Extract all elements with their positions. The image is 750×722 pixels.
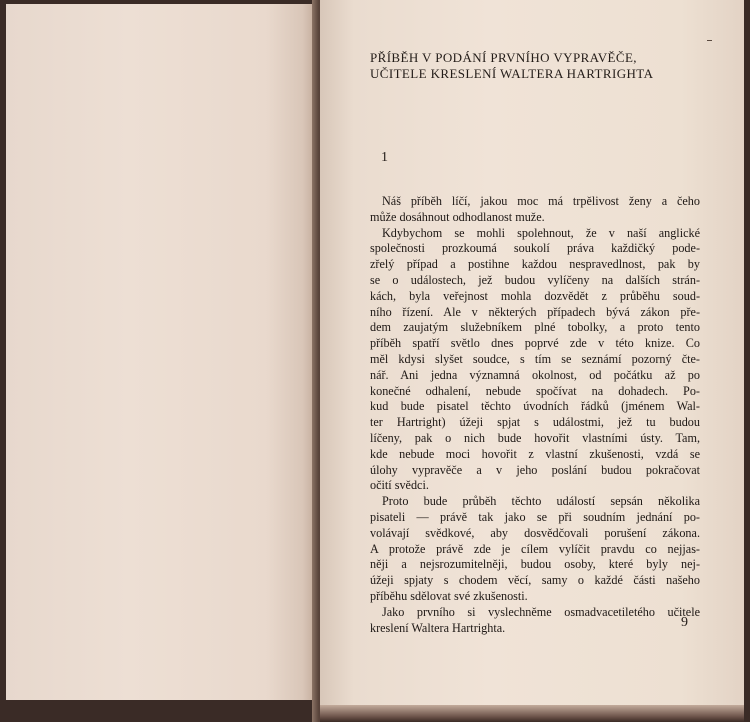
page-number: 9: [681, 615, 688, 630]
text-line: líčeny, pak o nich bude hovořit vlastními ústy. Tam,: [370, 430, 700, 445]
text-line: úžeji spjaty s chodem věcí, samy o každé části našeho: [370, 573, 700, 588]
heading-line-1: PŘÍBĚH V PODÁNÍ PRVNÍHO VYPRAVĚČE,: [370, 50, 637, 65]
text-line: zřelý případ a postihne každou nespravedlnost, pak by: [370, 257, 700, 272]
chapter-number: 1: [381, 150, 388, 165]
text-line: kreslení Waltera Hartrighta.: [370, 620, 506, 635]
pencil-mark: [707, 40, 712, 41]
text-line: A protože právě zde je cílem vylíčit pravdu co nejjas-: [370, 541, 700, 556]
body-text: [370, 194, 700, 636]
left-page-blank: [6, 4, 312, 700]
text-line: Proto bude průběh těchto událostí sepsán několika: [382, 494, 700, 509]
text-line: se o událostech, jež budou vylíčeny na dalších strán-: [370, 272, 700, 287]
chapter-heading: [370, 50, 710, 82]
text-line: něji a nejsrozumitelněji, budou osoby, které byly nej-: [370, 557, 700, 572]
text-line: může dosáhnout odhodlanost muže.: [370, 209, 545, 224]
text-line: konečné odhalení, nebude spočívat na dohadech. Po-: [370, 383, 700, 398]
text-line: volávají svědkové, aby dosvědčovali porušení zákona.: [370, 525, 700, 540]
text-line: kde nebude moci hovořit z vlastní zkušenosti, vzdá se: [370, 446, 700, 461]
text-line: ter Hartright) úžeji spjat s událostmi, jež tu budou: [370, 415, 700, 430]
text-line: očití svědci.: [370, 478, 429, 493]
text-line: dem zaujatým služebníkem plné tobolky, a proto tento: [370, 320, 700, 335]
text-line: Náš příběh líčí, jakou moc má trpělivost ženy a čeho: [382, 194, 700, 208]
text-line: ního řízení. Ale v některých případech bývá zákon pře-: [370, 304, 700, 319]
text-line: Kdybychom se mohli spolehnout, že v naší anglické: [382, 225, 700, 240]
heading-line-2: UČITELE KRESLENÍ WALTERA HARTRIGHTA: [370, 66, 654, 81]
text-line: pisateli — právě tak jako se při soudním jednání po-: [370, 509, 700, 524]
text-line: kud bude pisatel těchto úvodních řádků (jménem Wal-: [370, 399, 700, 414]
text-line: kách, byla veřejnost mohla dozvědět z průběhu soud-: [370, 288, 700, 303]
text-line: Jako prvního si vyslechněme osmadvacetiletého učitele: [382, 604, 700, 619]
text-line: nář. Ani jedna významná okolnost, od počátku až po: [370, 367, 700, 382]
text-line: příběhu sdělovat své zkušenosti.: [370, 588, 528, 603]
text-line: příběh spatří světlo dnes poprvé zde v této knize. Co: [370, 336, 700, 351]
paragraph: [370, 194, 700, 226]
paragraph: [370, 494, 700, 605]
paragraph: [370, 226, 700, 495]
text-line: společnosti prozkoumá soukolí práva každičký pode-: [370, 241, 700, 256]
text-line: úlohy vypravěče a v jeho poslání budou pokračovat: [370, 462, 700, 477]
page-bottom-edge: [320, 705, 744, 722]
text-line: měl kdysi slyšet soudce, s tím se seznámí pozorný čte-: [370, 351, 700, 366]
paragraph: [370, 605, 700, 637]
